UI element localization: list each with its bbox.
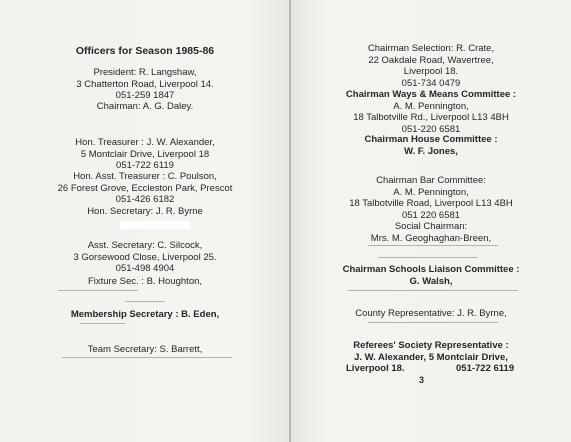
bar-committee-name: A. M. Pennington, bbox=[393, 186, 469, 198]
fixture-sec-name: Fixture Sec. : B. Houghton, bbox=[87, 276, 203, 287]
referees-rep-city bbox=[346, 363, 406, 375]
membership-secretary-block bbox=[30, 309, 260, 321]
referees-rep-name: J. W. Alexander, 5 Montclair Drive, bbox=[354, 351, 508, 363]
president-phone: 051-259 1847 bbox=[115, 90, 175, 101]
asst-treasurer-name: Hon. Asst. Treasurer : C. Poulson, bbox=[73, 171, 217, 182]
social-chairman-title: Social Chairman: bbox=[394, 221, 468, 232]
chairman-selection-address: 22 Oakdale Road, Wavertree, bbox=[368, 54, 494, 66]
president-address: 3 Chatterton Road, Liverpool 14. bbox=[76, 78, 214, 90]
schools-liaison-name: G. Walsh, bbox=[409, 275, 453, 287]
bar-committee-title: Chairman Bar Committee: bbox=[376, 175, 486, 186]
chairman-selection-name: Chairman Selection: R. Crate, bbox=[367, 43, 495, 54]
fixture-sec-block bbox=[30, 276, 260, 288]
cut-off-line bbox=[368, 322, 498, 323]
bar-committee-block bbox=[306, 175, 556, 221]
cut-off-line bbox=[125, 301, 165, 302]
referees-rep-phone-text: 051-722 6119 bbox=[456, 363, 515, 374]
asst-treasurer-phone: 051-426 6182 bbox=[115, 194, 175, 205]
ways-means-address: 18 Talbotville Rd., Liverpool L13 4BH bbox=[353, 112, 509, 123]
hon-treasurer-phone: 051-722 6119 bbox=[116, 160, 174, 171]
house-committee-block bbox=[306, 134, 556, 157]
cut-off-line bbox=[80, 323, 125, 324]
chairman-selection-phone: 051-734 0479 bbox=[401, 77, 461, 89]
asst-secretary-address: 3 Gorsewood Close, Liverpool 25. bbox=[73, 251, 217, 263]
chairman-name: Chairman: A. G. Daley. bbox=[96, 101, 194, 112]
referees-rep-title: Referees' Society Representative : bbox=[353, 340, 509, 351]
ways-means-name: A. M. Pennington, bbox=[393, 100, 469, 112]
county-rep-name: County Representative: J. R. Byrne, bbox=[355, 308, 507, 319]
ways-means-block bbox=[306, 89, 556, 135]
hon-secretary-name: Hon. Secretary: J. R. Byrne bbox=[87, 206, 203, 217]
referees-rep-city-text: Liverpool 18. bbox=[346, 363, 405, 374]
ways-means-phone: 051-220 6581 bbox=[401, 123, 461, 135]
bar-committee-phone: 051 220 6581 bbox=[401, 209, 461, 221]
schools-liaison-block bbox=[306, 264, 556, 287]
county-rep-block bbox=[306, 308, 556, 320]
cut-off-line bbox=[368, 245, 498, 246]
chairman-selection-city: Liverpool 18. bbox=[403, 66, 459, 77]
asst-secretary-block bbox=[30, 240, 260, 275]
team-secretary-block bbox=[30, 344, 260, 356]
page-number: 3 bbox=[419, 375, 425, 385]
cut-off-line bbox=[62, 357, 232, 358]
social-chairman-block bbox=[306, 221, 556, 244]
hon-treasurer-name: Hon. Treasurer : J. W. Alexander, bbox=[75, 137, 215, 148]
asst-treasurer-block bbox=[20, 171, 270, 206]
asst-secretary-name: Asst. Secretary: C. Silcock, bbox=[87, 240, 203, 251]
asst-treasurer-address: 26 Forest Grove, Eccleston Park, Prescot bbox=[57, 182, 233, 194]
membership-secretary-name: Membership Secretary : B. Eden, bbox=[70, 309, 220, 320]
cut-off-line bbox=[58, 290, 138, 291]
page-heading bbox=[35, 46, 255, 58]
referees-rep-block bbox=[306, 340, 556, 363]
paper-smudge bbox=[120, 221, 190, 229]
hon-secretary-block bbox=[30, 206, 260, 218]
house-committee-title: Chairman House Committee : bbox=[364, 134, 498, 145]
social-chairman-name: Mrs. M. Geoghaghan-Breen, bbox=[370, 232, 492, 244]
referees-rep-phone bbox=[456, 363, 526, 375]
cut-off-line bbox=[348, 290, 518, 291]
president-block bbox=[30, 67, 260, 102]
president-name: President: R. Langshaw, bbox=[93, 67, 197, 78]
hon-treasurer-block bbox=[30, 137, 260, 172]
chairman-selection-block bbox=[306, 43, 556, 89]
chairman-block bbox=[30, 101, 260, 113]
hon-treasurer-address: 5 Montclair Drive, Liverpool 18 bbox=[80, 148, 210, 160]
schools-liaison-title: Chairman Schools Liaison Committee : bbox=[342, 264, 520, 275]
bar-committee-address: 18 Talbotville Road, Liverpool L13 4BH bbox=[349, 198, 513, 209]
team-secretary-name: Team Secretary: S. Barrett, bbox=[87, 344, 203, 355]
cut-off-line bbox=[378, 257, 478, 258]
officers-heading: Officers for Season 1985-86 bbox=[75, 45, 215, 57]
ways-means-title: Chairman Ways & Means Committee : bbox=[345, 89, 517, 100]
asst-secretary-phone: 051-498 4904 bbox=[115, 263, 175, 274]
house-committee-name: W. F. Jones, bbox=[404, 145, 458, 157]
